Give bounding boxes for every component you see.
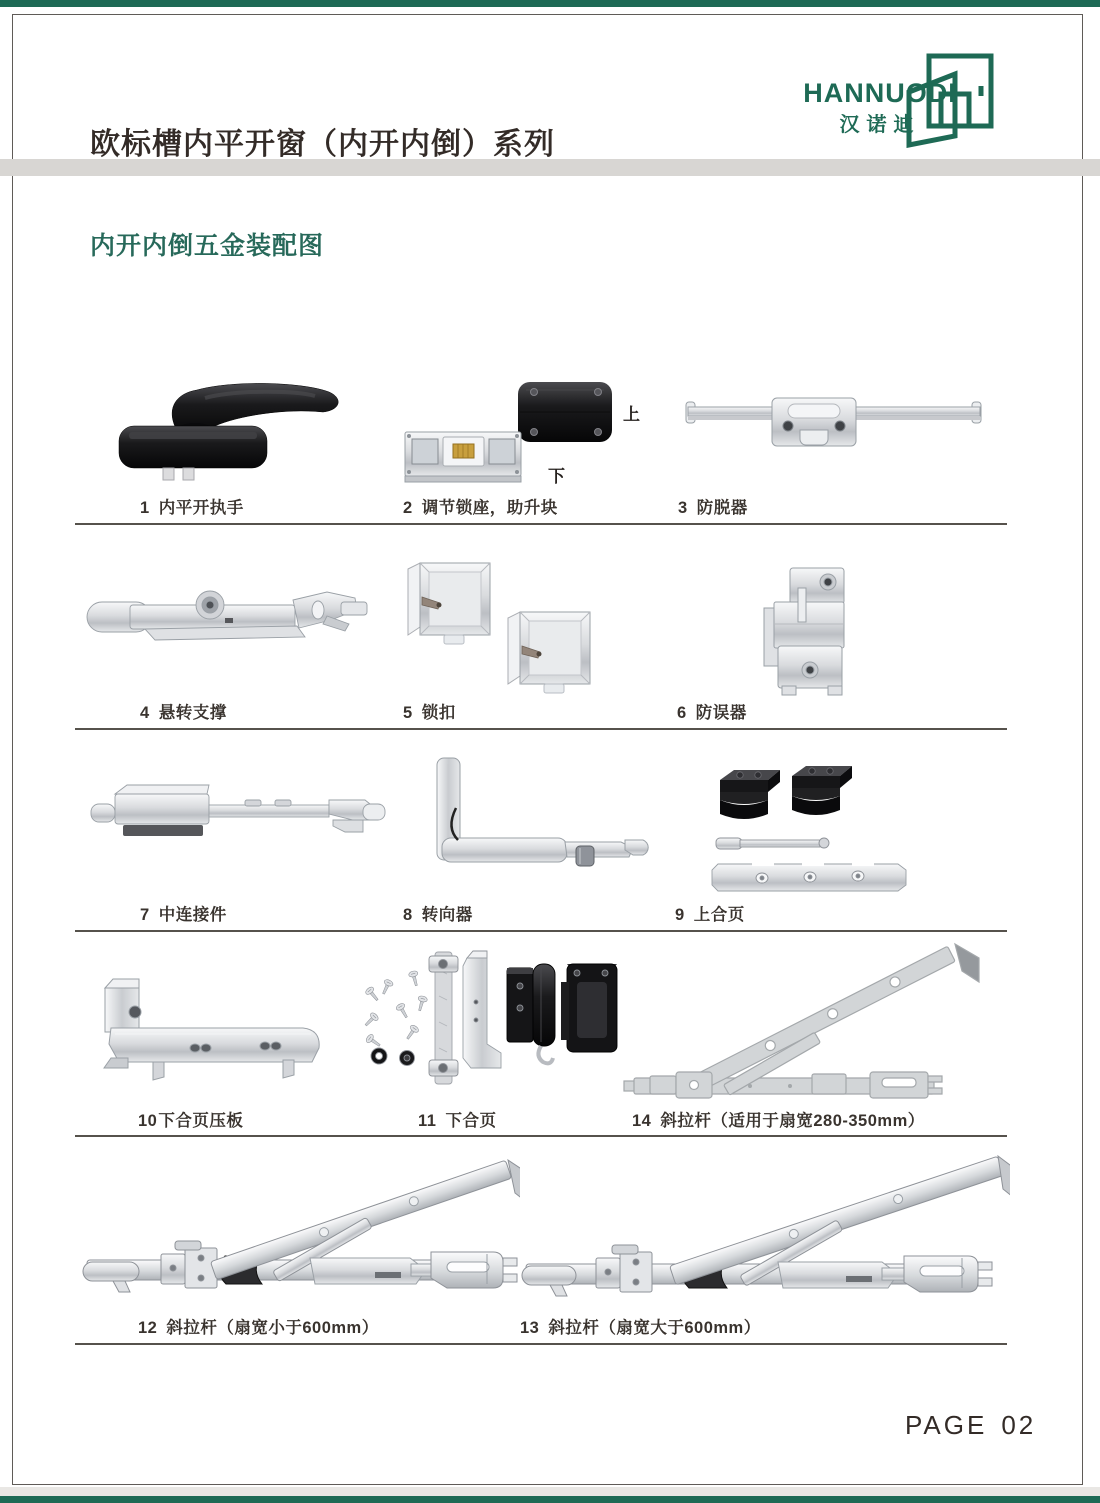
item-6-label: 6 防误器	[677, 704, 747, 722]
item-14-image-stay-arm	[620, 940, 1010, 1108]
mark-up: 上	[623, 405, 640, 424]
brand-name: HANNUODI	[803, 78, 957, 108]
item-5-image-lock-keeper	[390, 558, 660, 703]
page-number: PAGE 02	[905, 1410, 1037, 1440]
item-9-label: 9 上合页	[675, 906, 745, 924]
item-4-image-pivot-support	[75, 558, 390, 702]
page-title: 欧标槽内平开窗（内开内倒）系列	[90, 128, 555, 161]
item-8-label: 8 转向器	[403, 906, 473, 924]
brand-name-chinese: 汉诺迪	[839, 114, 921, 136]
item-8-image-corner-drive	[390, 748, 660, 900]
item-7-image-connector	[75, 748, 390, 900]
bottom-accent-bar	[0, 1496, 1100, 1503]
item-7-label: 7 中连接件	[140, 906, 227, 924]
item-6-image-mis-operation	[660, 558, 1007, 702]
item-10-label: 10下合页压板	[138, 1112, 244, 1130]
item-13-image-stay-large	[520, 1150, 1010, 1315]
row-divider	[75, 728, 1007, 730]
item-11-label: 11 下合页	[418, 1112, 497, 1130]
item-10-image-hinge-plate	[75, 940, 355, 1108]
item-1-label: 1 内平开执手	[140, 499, 244, 517]
item-14-label: 14 斜拉杆（适用于扇宽280-350mm）	[632, 1112, 925, 1130]
item-12-label: 12 斜拉杆（扇宽小于600mm）	[138, 1319, 379, 1337]
window-logo-icon	[903, 48, 1003, 148]
item-2-label: 2 调节锁座，助升块	[403, 499, 558, 517]
row-divider	[75, 930, 1007, 932]
item-2-image-lock-seat	[390, 368, 660, 494]
item-11-image-bottom-hinge	[355, 940, 640, 1108]
section-heading: 内开内倒五金装配图	[90, 232, 325, 260]
item-13-label: 13 斜拉杆（扇宽大于600mm）	[520, 1319, 761, 1337]
item-9-image-top-hinge	[660, 748, 1007, 900]
row-divider	[75, 1135, 1007, 1137]
item-12-image-stay-small	[75, 1150, 520, 1315]
item-5-label: 5 锁扣	[403, 704, 456, 722]
footer-strip	[0, 1487, 1100, 1496]
item-4-label: 4 悬转支撑	[140, 704, 227, 722]
row-divider	[75, 1343, 1007, 1345]
mark-down: 下	[548, 467, 565, 486]
top-accent-bar	[0, 0, 1100, 7]
item-3-image-anti-drop	[660, 368, 1007, 494]
row-divider	[75, 523, 1007, 525]
item-1-image-handle	[75, 368, 390, 494]
item-3-label: 3 防脱器	[678, 499, 748, 517]
